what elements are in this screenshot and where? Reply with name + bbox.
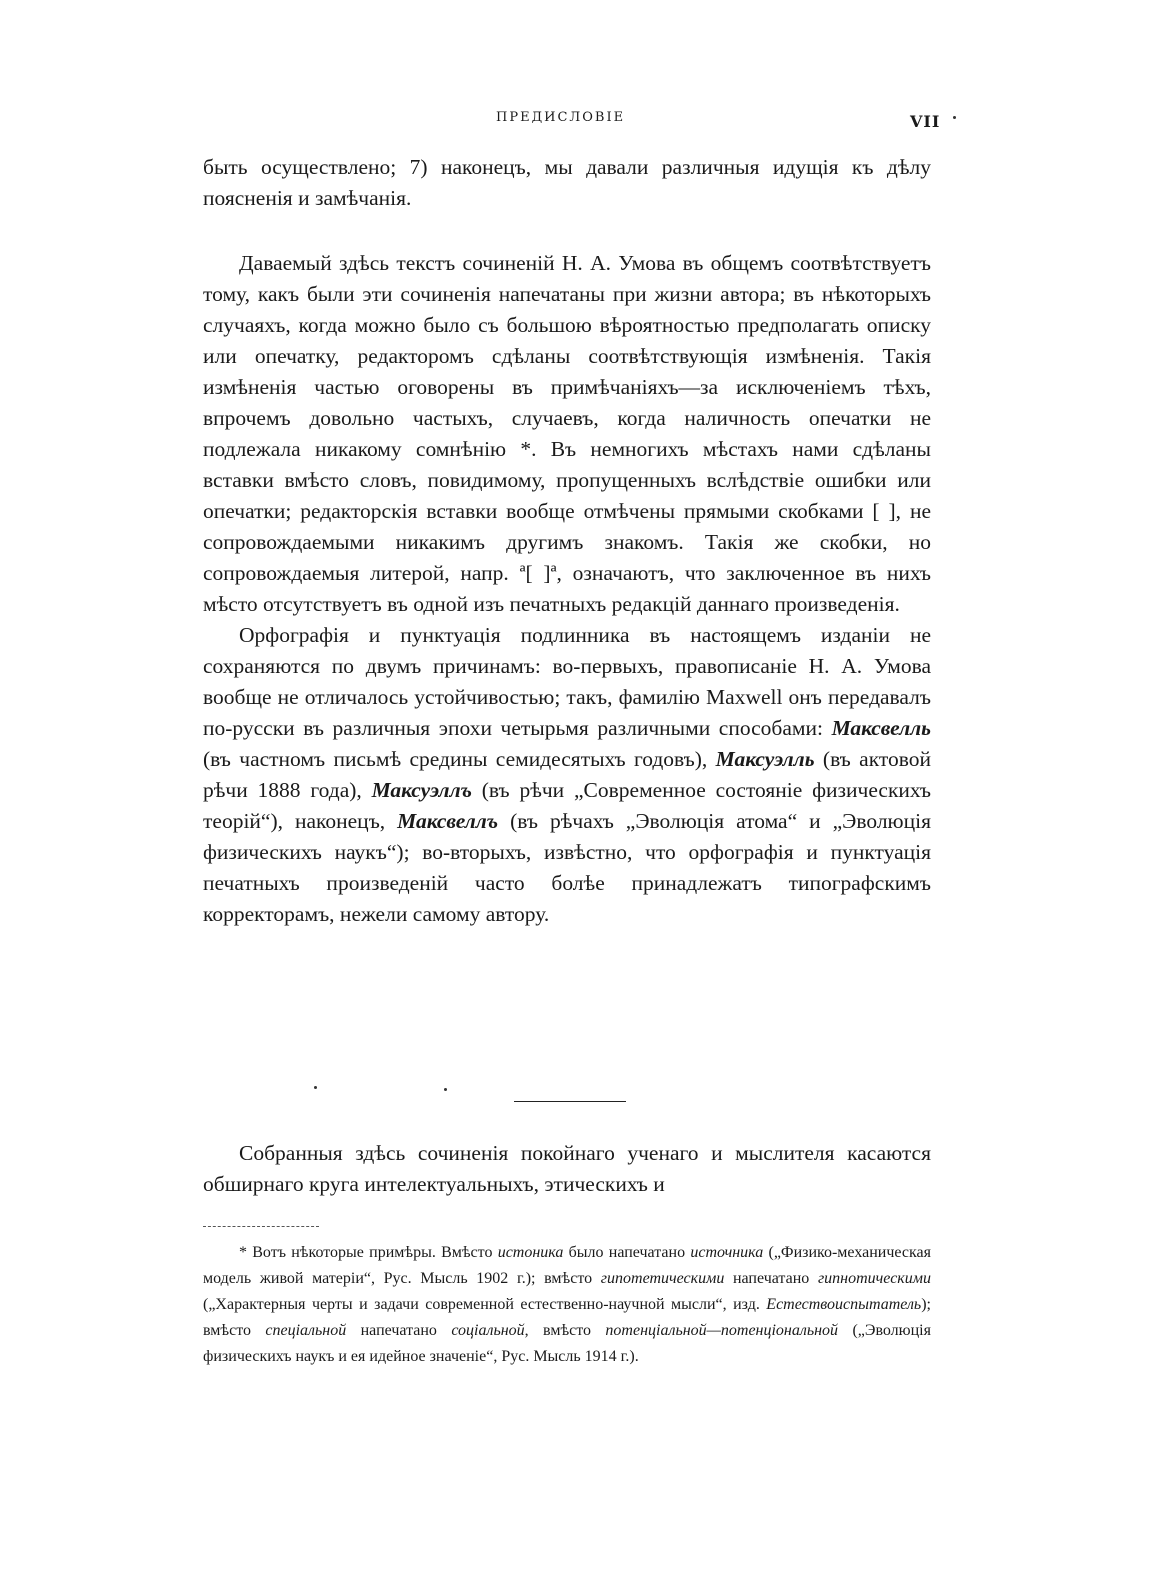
text-run: (въ рѣчи „Современное состояніе физическихъ теорій“), наконецъ,	[203, 778, 931, 833]
footnote-text	[203, 1240, 931, 1370]
italic-word: источника	[690, 1244, 764, 1261]
paragraph-orthography	[203, 620, 931, 930]
text-run: напечатано	[724, 1270, 818, 1287]
text-run: было напечатано	[563, 1244, 691, 1261]
text-run: („Эволюція физическихъ наукъ и ея идейное значеніе“, Рус. Мысль 1914 г.).	[203, 1322, 931, 1365]
scan-speck	[444, 1088, 447, 1091]
paragraph-text-note: Даваемый здѣсь текстъ сочиненій Н. А. Умова въ общемъ соотвѣтствуетъ тому, какъ были эти сочиненія напечатаны при жизни автора; въ нѣкоторыхъ случаяхъ, когда можно было съ большою вѣроятностью предполагать описку или опечатку, редакторомъ сдѣланы соотвѣтствующія измѣненія. Такія измѣненія частью оговорены въ примѣчаніяхъ—за исключеніемъ тѣхъ, впрочемъ довольно частыхъ, случаевъ, когда наличность опечатки не подлежала никакому сомнѣнію *. Въ немногихъ мѣстахъ нами сдѣланы вставки вмѣсто словъ, повидимому, пропущенныхъ вслѣдствіе ошибки или опечатки; редакторскія вставки вообще отмѣчены прямыми скобками [ ], не сопровождаемыми никакимъ другимъ знакомъ. Такія же скобки, но сопровождаемыя литерой, напр. ª[ ]ª, означаютъ, что заключенное въ нихъ мѣсто отсутствуетъ въ одной изъ печатныхъ редакцій даннаго произведенія.	[203, 251, 931, 616]
footnote	[203, 1240, 931, 1370]
italic-word: истоника	[497, 1244, 564, 1261]
text-run: („Характерныя черты и задачи современной естественно-научной мысли“, изд.	[203, 1296, 767, 1313]
scan-speck	[314, 1086, 317, 1089]
paragraph-collected-works: Собранныя здѣсь сочиненія покойнаго ученаго и мыслителя касаются обширнаго круга интелектуальныхъ, этическихъ и	[203, 1141, 931, 1196]
text-run: („Физико-механическая модель живой матеріи“, Рус. Мысль 1902 г.); вмѣсто	[203, 1244, 931, 1287]
name-variant-2: Максуэлль	[715, 747, 815, 771]
footnote-divider	[203, 1226, 319, 1227]
text-block-main	[203, 248, 931, 930]
italic-word: Естествоиспытатель	[766, 1296, 922, 1313]
paragraph-continuation: быть осуществлено; 7) наконецъ, мы давали различныя идущія къ дѣлу поясненія и замѣчанія.	[203, 155, 931, 210]
italic-word: гипотетическими	[600, 1270, 725, 1287]
italic-word: соціальной	[451, 1322, 525, 1339]
text-block-top	[203, 152, 931, 214]
section-divider	[514, 1101, 626, 1102]
text-run: ); вмѣсто	[203, 1296, 931, 1339]
text-run: , вмѣсто	[524, 1322, 606, 1339]
text-run: напечатано	[346, 1322, 452, 1339]
running-head	[0, 110, 1163, 134]
name-variant-1: Максвелль	[831, 716, 931, 740]
running-title: ПРЕДИСЛОВІЕ	[496, 110, 626, 125]
italic-word: спеціальной	[265, 1322, 347, 1339]
name-variant-4: Максвеллъ	[397, 809, 499, 833]
text-run: (въ рѣчахъ „Эволюція атома“ и „Эволюція физическихъ наукъ“); во-вторыхъ, извѣстно, что орфографія и пунктуація печатныхъ произведеній часто болѣе принадлежатъ типографскимъ корректорамъ, нежели самому автору.	[203, 809, 931, 926]
name-variant-3: Максуэллъ	[371, 778, 472, 802]
scan-speck	[953, 116, 956, 119]
italic-word: потенціальной—потенціональной	[605, 1322, 839, 1339]
page-number: VII	[910, 112, 941, 131]
text-run: Орфографія и пунктуація подлинника въ настоящемъ изданіи не сохраняются по двумъ причинамъ: во-первыхъ, правописаніе Н. А. Умова вообще не отличалось устойчивостью; такъ, фамилію Maxwell онъ передавалъ по-русски въ различныя эпохи четырьмя различными способами:	[203, 623, 931, 740]
text-run: * Вотъ нѣкоторые примѣры. Вмѣсто	[239, 1244, 498, 1261]
text-block-bottom	[203, 1138, 931, 1200]
text-run: (въ актовой рѣчи 1888 года),	[203, 747, 931, 802]
text-run: (въ частномъ письмѣ средины семидесятыхъ годовъ),	[203, 747, 716, 771]
italic-word: гипнотическими	[817, 1270, 931, 1287]
